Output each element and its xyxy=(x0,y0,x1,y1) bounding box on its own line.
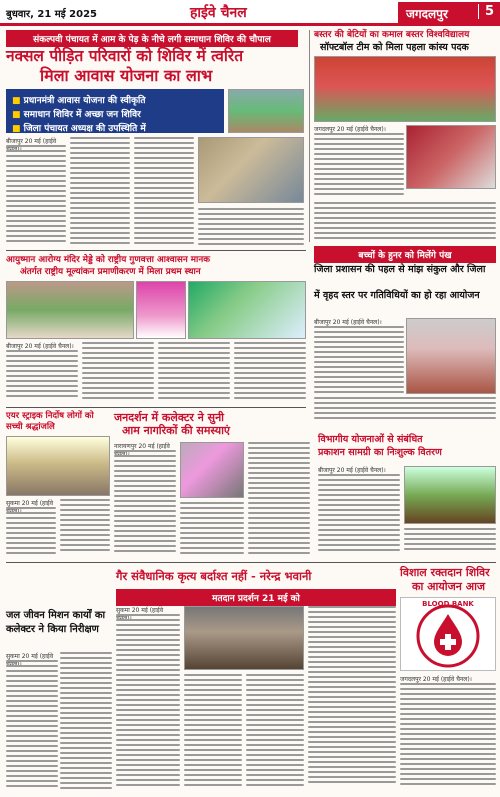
section-divider xyxy=(6,407,306,408)
story2-byline: जगदलपुर 20 मई (हाईवे चैनल)। xyxy=(314,126,386,133)
story6-headline-line1: जनदर्शन में कलेक्टर ने सुनी xyxy=(114,411,225,424)
story1-photo-top xyxy=(228,89,304,133)
page-number: 5 xyxy=(478,4,494,19)
story11-body-col4 xyxy=(308,606,396,791)
story4-headline-line2: में वृहद स्तर पर गतिविधियों का हो रहा आयोजन xyxy=(314,290,480,301)
section-divider xyxy=(6,562,496,563)
story1-body-col3 xyxy=(134,137,194,248)
story4-body-col2 xyxy=(314,397,496,425)
story9-body xyxy=(400,683,496,791)
story1-kicker: संकल्पवी पंचायत में आम के पेड़ के नीचे लगी समाधान शिविर की चौपाल xyxy=(6,30,298,47)
story4-byline: बीजापुर 20 मई (हाईवे चैनल)। xyxy=(314,319,382,326)
city-block xyxy=(398,2,500,23)
story1-headline-line1: नक्सल पीड़ित परिवारों को शिविर में त्वरित xyxy=(6,46,244,65)
section-divider xyxy=(6,250,306,251)
story1-photo-group xyxy=(198,137,304,203)
story10-body-col2 xyxy=(60,652,112,791)
story11-photo-weapons xyxy=(184,606,304,670)
issue-date: बुधवार, 21 मई 2025 xyxy=(6,9,97,20)
story4-kicker: बच्चों के हुनर को मिलेंगे पंख xyxy=(314,246,496,263)
story3-headline-line2: अंतर्गत राष्ट्रीय मूल्यांकन प्रमाणीकरण में मिला प्रथम स्थान xyxy=(20,267,201,277)
story2-body-col1 xyxy=(314,133,404,199)
column-divider xyxy=(309,30,310,242)
story10-byline: सुकमा 20 मई (हाईवे xyxy=(6,653,54,660)
story7-byline: बीजापुर 20 मई (हाईवे चैनल)। xyxy=(318,467,386,474)
blood-bank-label: BLOOD BANK xyxy=(422,600,474,608)
story4-body-col1 xyxy=(314,326,404,394)
story5-byline: सुकमा 20 मई (हाईवे xyxy=(6,500,54,507)
story10-headline-line1: जल जीवन मिशन कार्यों का xyxy=(6,610,106,621)
story10-headline-line2: कलेक्टर ने किया निरीक्षण xyxy=(6,624,99,635)
story9-headline-line1: विशाल रक्तदान शिविर xyxy=(400,566,490,579)
story3-body-col4 xyxy=(234,342,306,402)
story4-photo-children xyxy=(406,318,496,394)
story3-body-col3 xyxy=(158,342,230,402)
story10-body-col1 xyxy=(6,660,58,791)
story6-headline-line2: आम नागरिकों की समस्याएं xyxy=(122,424,231,437)
story4-headline-line1: जिला प्रशासन की पहल से मांझ संकुल और जिला xyxy=(314,264,486,275)
story6-body-col2 xyxy=(180,502,244,557)
story3-headline-line1: आयुष्मान आरोग्य मंदिर मेड्डे को राष्ट्रीय गुणवत्ता आश्वासन मानक xyxy=(6,255,210,265)
story11-body-col2 xyxy=(184,674,242,791)
story2-team-photo xyxy=(314,56,496,122)
story3-byline: बीजापुर 20 मई (हाईवे चैनल)। xyxy=(6,343,74,350)
story1-body-col1 xyxy=(6,145,66,248)
story3-body-col2 xyxy=(82,342,154,402)
story7-headline-line2: प्रकाशन सामग्री का निःशुल्क वितरण xyxy=(318,447,442,458)
story9-byline: जगदलपुर 20 मई (हाईवे चैनल)। xyxy=(400,676,472,683)
story5-headline: एयर स्ट्राइक निर्दोष लोगों को सच्ची श्रद्धांजलि xyxy=(6,411,94,432)
story1-bullet: ■ प्रधानमंत्री आवास योजना की स्वीकृति xyxy=(12,93,218,106)
story1-headline-line2: मिला आवास योजना का लाभ xyxy=(40,66,213,85)
story6-photo xyxy=(180,442,244,498)
story5-body-col1 xyxy=(6,507,56,557)
story2-headline-line2: सॉफ्टबॉल टीम को मिला पहला कांस्य पदक xyxy=(320,42,469,53)
story3-photo-building xyxy=(188,281,306,339)
story3-photo-staff xyxy=(136,281,186,339)
story6-byline: नारायणपुर 20 मई (हाईवे xyxy=(114,443,170,450)
story8-headline: गैर संवैधानिक कृत्य बर्दाश्त नहीं - नरेन्द्र भवानी xyxy=(116,569,312,583)
story9-headline-line2: का आयोजन आज xyxy=(412,580,486,593)
story3-body-col1 xyxy=(6,350,78,402)
story11-body-col1 xyxy=(116,614,180,791)
story7-headline-line1: विभागीय योजनाओं से संबंधित xyxy=(318,434,423,445)
story3-photo-group xyxy=(6,281,134,339)
story6-body-col1 xyxy=(114,450,176,557)
story1-body-col4 xyxy=(198,208,304,248)
blood-bank-logo xyxy=(400,597,496,671)
blood-drop-icon xyxy=(401,598,495,670)
story2-headline-line1: बस्तर की बेटियों का कमाल बस्तर विश्वविद्यालय xyxy=(314,30,470,40)
story11-body-col3 xyxy=(246,674,304,791)
story7-body-col2 xyxy=(404,528,496,557)
story1-bullet: ■ जिला पंचायत अध्यक्ष की उपस्थिति में xyxy=(12,121,218,134)
story2-body-col2 xyxy=(314,202,496,242)
story1-body-col2 xyxy=(70,137,130,248)
story11-byline: सुकमा 20 मई (हाईवे xyxy=(116,607,164,614)
story7-photo xyxy=(404,466,496,524)
story7-body-col1 xyxy=(318,474,400,557)
story1-bullet: ■ समाधान शिविर में अच्छा जन शिविर xyxy=(12,107,218,120)
story2-medal-photo xyxy=(406,125,496,189)
story5-photo xyxy=(6,436,110,496)
story1-bullet-box xyxy=(6,89,224,133)
paper-name: हाईवे चैनल xyxy=(190,5,247,21)
story11-kicker: मतदान प्रदर्शन 21 मई को xyxy=(116,589,396,606)
city-name: जगदलपुर xyxy=(406,7,448,21)
story5-body-col2 xyxy=(60,499,110,557)
story1-byline: बीजापुर 20 मई (हाईवे xyxy=(6,138,57,145)
masthead xyxy=(0,0,500,26)
story6-body-col3 xyxy=(248,442,310,557)
